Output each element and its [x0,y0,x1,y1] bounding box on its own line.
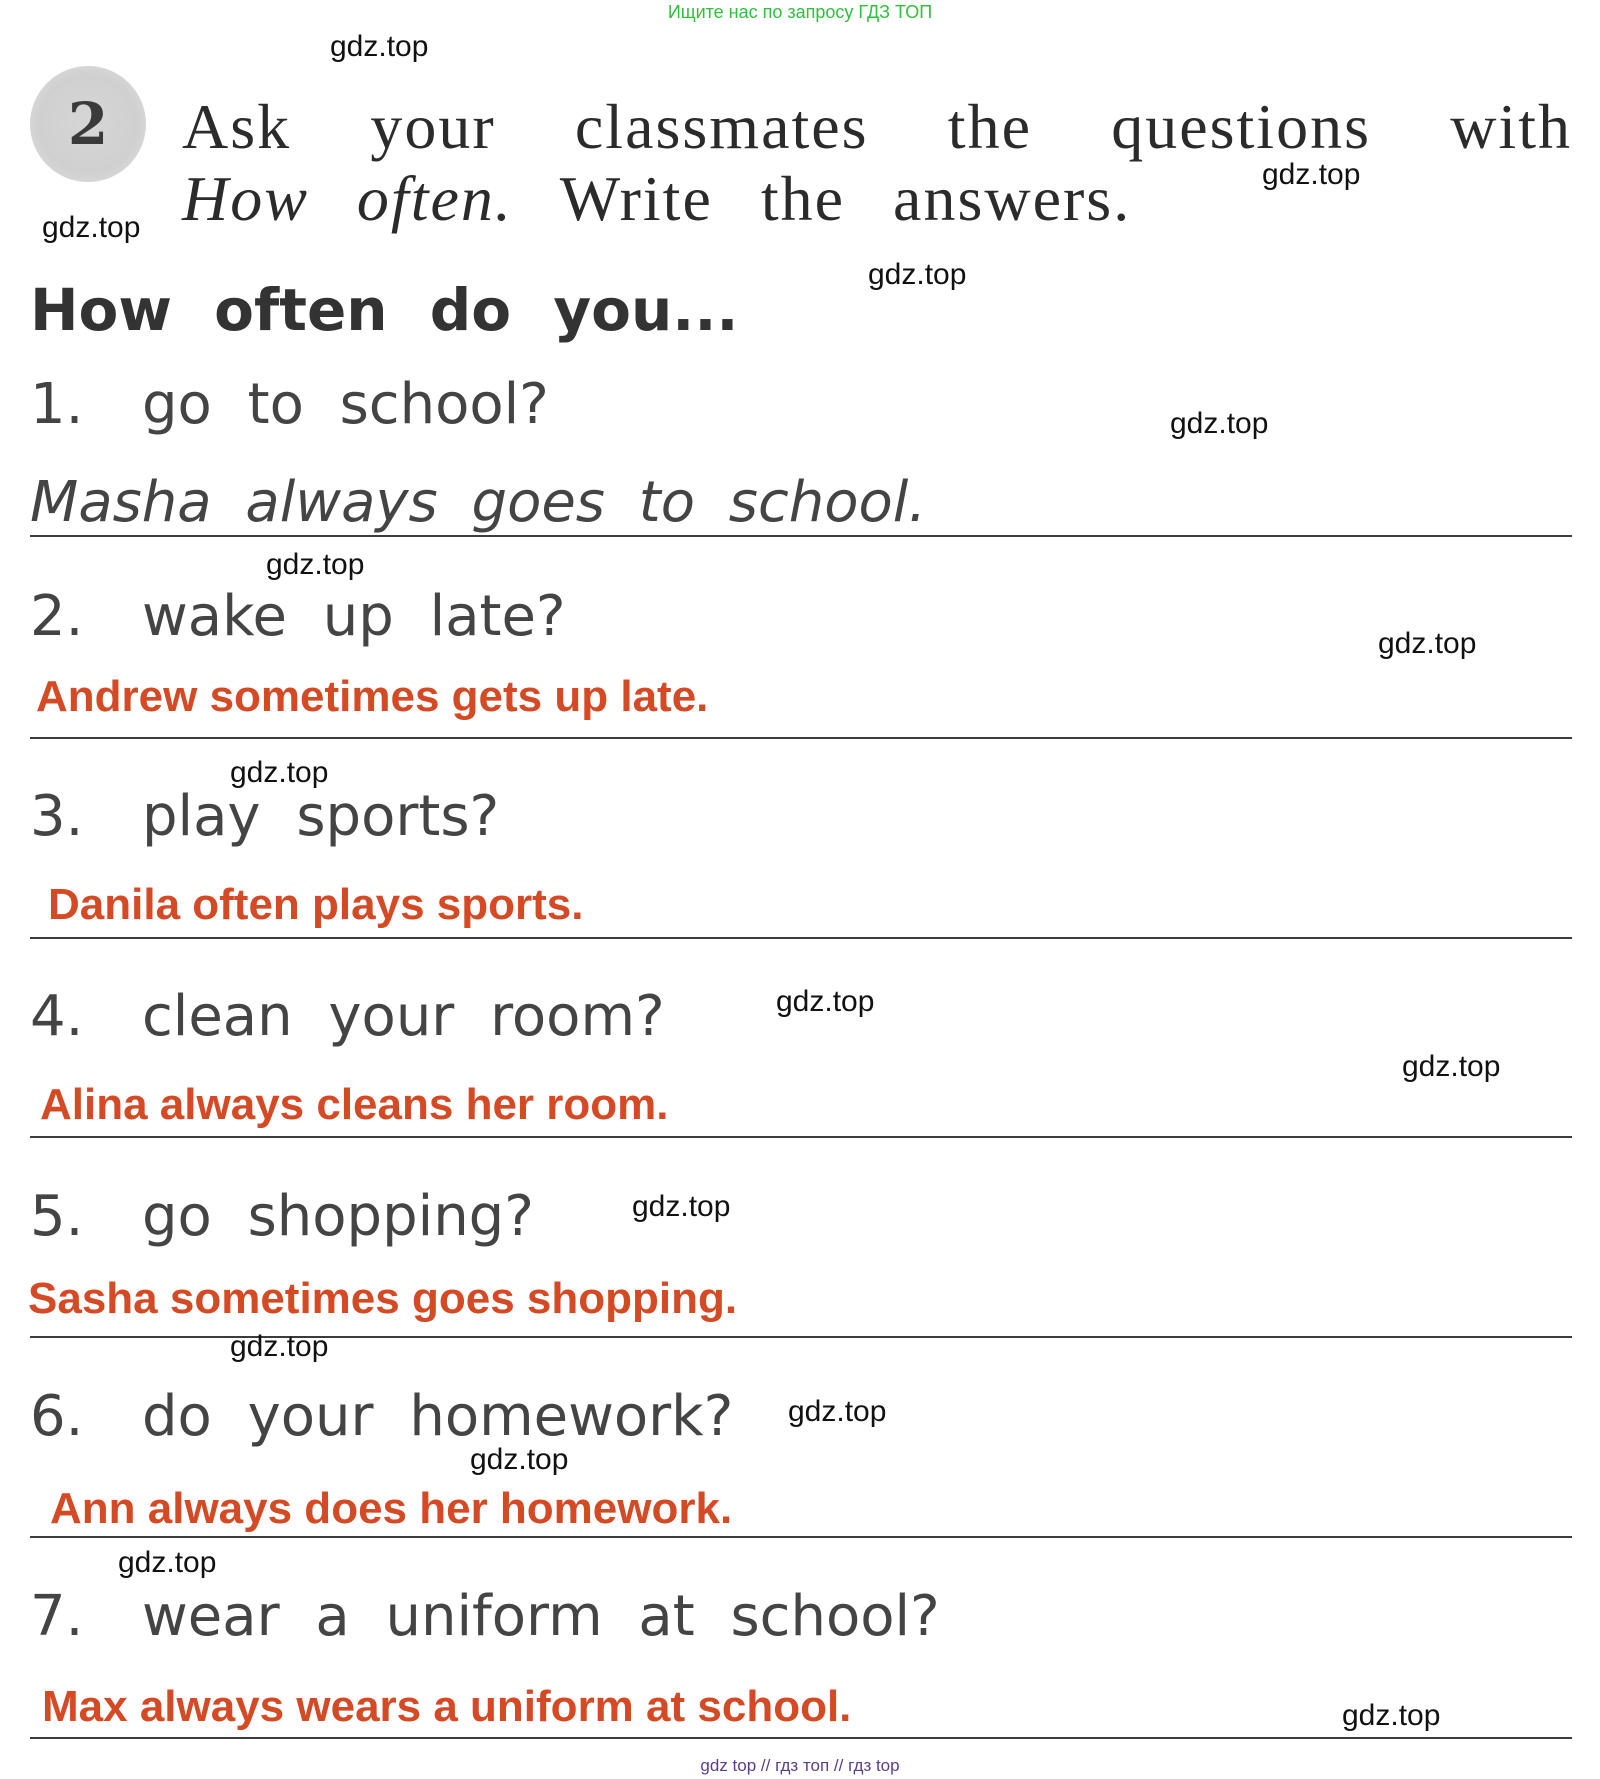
question-number: 6. [30,1384,84,1449]
question-3 [30,784,499,849]
question-number: 1. [30,372,84,437]
question-text: do your homework? [142,1384,734,1449]
watermark: gdz.top [118,1546,217,1579]
question-text: clean your room? [142,984,665,1049]
instruction-line-1 [182,90,1572,164]
question-number: 7. [30,1584,84,1649]
instruction-word: classmates [574,91,869,162]
answer-line-7 [30,1737,1572,1739]
question-text: wear a uniform at school? [142,1584,940,1649]
question-1 [30,372,549,437]
watermark: gdz.top [266,548,365,581]
watermark: gdz.top [230,756,329,789]
question-text: play sports? [142,784,500,849]
question-number: 4. [30,984,84,1049]
answer-6: Ann always does her homework. [50,1484,733,1533]
instruction-word: the [947,91,1032,162]
watermark: gdz.top [788,1395,887,1428]
watermark: gdz.top [632,1190,731,1223]
answer-line-3 [30,937,1572,939]
instruction-word: questions [1111,91,1371,162]
watermark: gdz.top [1342,1699,1441,1732]
watermark: gdz.top [42,211,141,244]
watermark: gdz.top [1378,627,1477,660]
question-text: wake up late? [142,584,566,649]
question-6 [30,1384,733,1449]
watermark: gdz.top [330,30,429,63]
question-4 [30,984,665,1049]
question-number: 2. [30,584,84,649]
question-5 [30,1184,534,1249]
footer-watermark: gdz top // гдз топ // гдз top [700,1756,900,1775]
watermark: gdz.top [1402,1050,1501,1083]
answer-line-1 [30,535,1572,537]
answer-4: Alina always cleans her room. [40,1080,669,1129]
instruction-word: with [1450,91,1572,162]
instruction-word: Ask [182,91,292,162]
question-text: go shopping? [142,1184,534,1249]
question-2 [30,584,566,649]
question-number: 5. [30,1184,84,1249]
watermark: gdz.top [1262,158,1361,191]
answer-line-2 [30,737,1572,739]
top-search-notice: Ищите нас по запросу ГДЗ ТОП [667,2,933,22]
question-number: 3. [30,784,84,849]
watermark: gdz.top [230,1330,329,1363]
instruction-rest: Write the answers. [559,163,1132,234]
answer-7: Max always wears a uniform at school. [42,1682,852,1731]
instruction-word: your [370,91,496,162]
answer-line-6 [30,1536,1572,1538]
watermark: gdz.top [868,258,967,291]
answer-3: Danila often plays sports. [48,880,584,929]
answer-1: Masha always goes to school. [30,470,927,535]
watermark: gdz.top [470,1443,569,1476]
question-7 [30,1584,940,1649]
instruction-italic-phrase: How often. [182,163,513,234]
question-text: go to school? [142,372,549,437]
answer-2: Andrew sometimes gets up late. [36,672,709,721]
answer-line-4 [30,1136,1572,1138]
instruction-line-2 [182,162,1131,236]
watermark: gdz.top [1170,407,1269,440]
watermark: gdz.top [776,985,875,1018]
answer-5: Sasha sometimes goes shopping. [28,1274,738,1323]
question-stem: How often do you... [30,276,739,344]
task-number-badge: 2 [30,66,146,182]
